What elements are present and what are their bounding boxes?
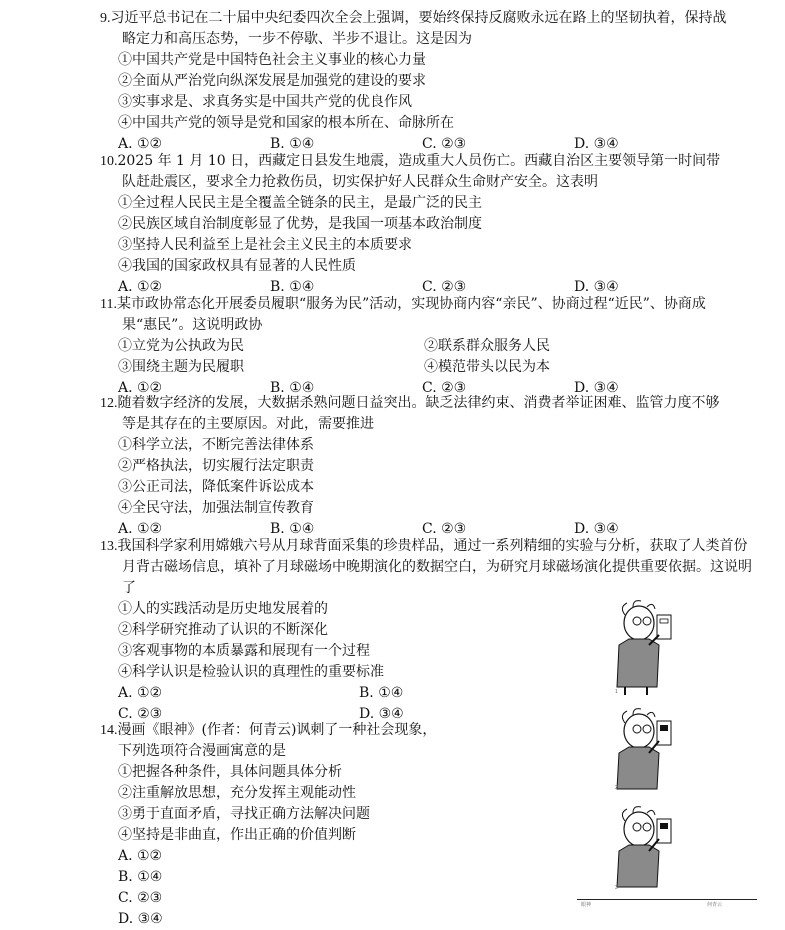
- statement-2: ②联系群众服务人民: [424, 338, 550, 354]
- option-d[interactable]: D. ③④: [574, 279, 619, 295]
- statement-4: ④科学认识是检验认识的真理性的重要标准: [118, 664, 384, 680]
- statement-3: ③勇于直面矛盾，寻找正确方法解决问题: [118, 806, 370, 822]
- statement-1: ①全过程人民民主是全覆盖全链条的民主，是最广泛的民主: [118, 195, 482, 211]
- option-d[interactable]: D. ③④: [574, 521, 619, 537]
- option-a[interactable]: A. ①②: [118, 380, 163, 396]
- option-d[interactable]: D. ③④: [574, 380, 619, 396]
- statement-1: ①中国共产党是中国特色社会主义事业的核心力量: [118, 52, 426, 68]
- question-number: 12.: [100, 396, 118, 411]
- question-9: [100, 8, 730, 155]
- statement-1: ①把握各种条件，具体问题具体分析: [118, 764, 342, 780]
- question-13: [100, 536, 752, 725]
- question-stem: 漫画《眼神》(作者：何青云)讽刺了一种社会现象，: [117, 722, 437, 738]
- option-b[interactable]: B. ①④: [270, 279, 315, 295]
- statement-4: ④我国的国家政权具有显著的人民性质: [118, 258, 356, 274]
- question-12: [100, 393, 730, 540]
- option-b[interactable]: B. ①④: [270, 521, 315, 537]
- cartoon-caption-author: 何青云: [707, 902, 723, 908]
- statement-4: ④坚持是非曲直，作出正确的价值判断: [118, 827, 356, 843]
- panel-number: 2: [615, 785, 618, 791]
- statement-4: ④全民守法，加强法制宣传教育: [118, 500, 314, 516]
- question-stem: 随着数字经济的发展，大数据杀熟问题日益突出。缺乏法律约束、消费者举证困难、监管力度不够等是其存在的主要原因。对此，需要推进: [117, 395, 720, 432]
- cartoon-panel-3: [617, 807, 671, 887]
- cartoon-figure-image: [577, 595, 757, 905]
- option-c[interactable]: C. ②③: [118, 890, 163, 906]
- statement-4: ④中国共产党的领导是党和国家的根本所在、命脉所在: [118, 115, 454, 131]
- option-a[interactable]: A. ①②: [118, 848, 163, 864]
- statement-2: ②全面从严治党向纵深发展是加强党的建设的要求: [118, 73, 426, 89]
- option-b[interactable]: B. ①④: [359, 685, 404, 701]
- question-stem: 2025 年 1 月 10 日，西藏定日县发生地震，造成重大人员伤亡。西藏自治区主要领导第一时间带队赶赴震区，要求全力抢救伤员，切实保护好人民群众生命财产安全。这表明: [117, 153, 721, 190]
- question-number: 10.: [100, 154, 118, 169]
- cartoon-panel-2: [617, 709, 671, 789]
- statement-3: ③公正司法，降低案件诉讼成本: [118, 479, 314, 495]
- option-c[interactable]: C. ②③: [422, 136, 467, 152]
- statement-1: ①人的实践活动是历史地发展着的: [118, 601, 328, 617]
- option-a[interactable]: A. ①②: [118, 685, 163, 701]
- statement-3: ③坚持人民利益至上是社会主义民主的本质要求: [118, 237, 412, 253]
- statement-2: ②注重解放思想，充分发挥主观能动性: [118, 785, 356, 801]
- cartoon-caption-title: 眼神: [581, 902, 592, 908]
- question-stem: 习近平总书记在二十届中央纪委四次全会上强调，要始终保持反腐败永远在路上的坚韧执着，保持战略定力和高压态势，一步不停歇、半步不退让。这是因为: [110, 10, 727, 47]
- cartoon-yanshen: [577, 595, 757, 908]
- option-d[interactable]: D. ③④: [359, 706, 404, 722]
- question-14: [100, 720, 570, 930]
- statement-1: ①立党为公执政为民: [118, 338, 244, 354]
- question-11: [100, 294, 730, 399]
- question-stem-line2: 下列选项符合漫画寓意的是: [118, 743, 286, 759]
- statement-2: ②严格执法，切实履行法定职责: [118, 458, 314, 474]
- option-c[interactable]: C. ②③: [118, 706, 163, 722]
- statement-4: ④模范带头以民为本: [424, 359, 550, 375]
- statement-2: ②民族区域自治制度彰显了优势，是我国一项基本政治制度: [118, 216, 482, 232]
- statement-3: ③客观事物的本质暴露和展现有一个过程: [118, 643, 370, 659]
- option-c[interactable]: C. ②③: [422, 521, 467, 537]
- option-c[interactable]: C. ②③: [422, 279, 467, 295]
- cartoon-panel-1: [617, 601, 671, 695]
- question-10: [100, 151, 730, 298]
- panel-number: 3: [615, 885, 618, 891]
- option-a[interactable]: A. ①②: [118, 136, 163, 152]
- question-number: 11.: [100, 297, 117, 312]
- option-a[interactable]: A. ①②: [118, 279, 163, 295]
- question-stem: 某市政协常态化开展委员履职“服务为民”活动，实现协商内容“亲民”、协商过程“近民”、协商成果“惠民”。这说明政协: [116, 296, 706, 333]
- option-a[interactable]: A. ①②: [118, 521, 163, 537]
- statement-1: ①科学立法，不断完善法律体系: [118, 437, 314, 453]
- cartoon-baseline: [577, 899, 757, 900]
- question-number: 9.: [100, 11, 111, 26]
- option-d[interactable]: D. ③④: [118, 911, 163, 927]
- statement-2: ②科学研究推动了认识的不断深化: [118, 622, 328, 638]
- question-stem: 我国科学家利用嫦娥六号从月球背面采集的珍贵样品，通过一系列精细的实验与分析，获取了人类首份月背古磁场信息，填补了月球磁场中晚期演化的数据空白，为研究月球磁场演化提供重要依据。这说明了: [117, 538, 752, 596]
- option-b[interactable]: B. ①④: [270, 380, 315, 396]
- question-number: 14.: [100, 723, 118, 738]
- option-b[interactable]: B. ①④: [118, 869, 163, 885]
- options-column: [100, 846, 570, 930]
- option-d[interactable]: D. ③④: [574, 136, 619, 152]
- question-number: 13.: [100, 539, 118, 554]
- panel-number: 1: [615, 689, 618, 695]
- option-b[interactable]: B. ①④: [270, 136, 315, 152]
- option-c[interactable]: C. ②③: [422, 380, 467, 396]
- statement-3: ③实事求是、求真务实是中国共产党的优良作风: [118, 94, 412, 110]
- statement-3: ③围绕主题为民履职: [118, 359, 244, 375]
